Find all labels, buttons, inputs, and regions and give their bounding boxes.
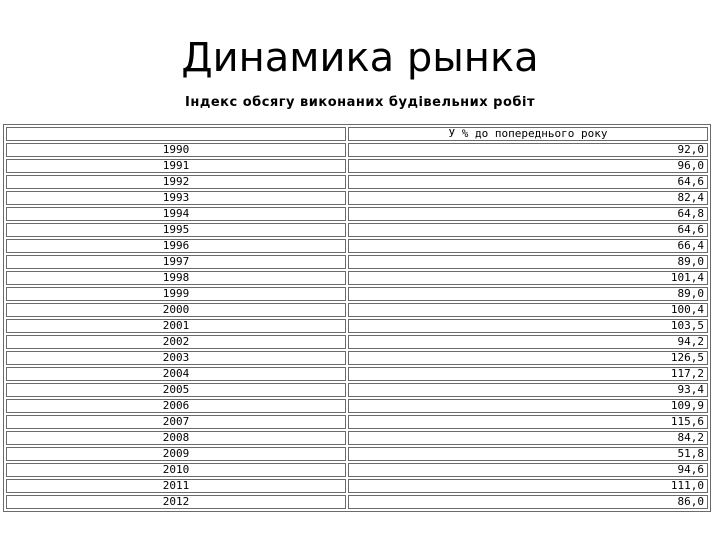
year-cell: 2009 — [6, 447, 346, 461]
construction-index-table — [3, 124, 711, 512]
year-cell: 1999 — [6, 287, 346, 301]
value-cell: 84,2 — [348, 431, 708, 445]
table-row — [6, 431, 708, 445]
year-cell: 2010 — [6, 463, 346, 477]
year-cell: 1992 — [6, 175, 346, 189]
value-cell: 117,2 — [348, 367, 708, 381]
table-row — [6, 463, 708, 477]
table-row — [6, 271, 708, 285]
value-cell: 64,8 — [348, 207, 708, 221]
year-cell: 2012 — [6, 495, 346, 509]
value-cell: 96,0 — [348, 159, 708, 173]
value-cell: 66,4 — [348, 239, 708, 253]
table-row — [6, 319, 708, 333]
year-cell: 2007 — [6, 415, 346, 429]
table-row — [6, 239, 708, 253]
value-cell: 89,0 — [348, 255, 708, 269]
value-cell: 51,8 — [348, 447, 708, 461]
year-cell: 1998 — [6, 271, 346, 285]
year-cell: 2002 — [6, 335, 346, 349]
table-row — [6, 287, 708, 301]
table-row — [6, 447, 708, 461]
table-row — [6, 383, 708, 397]
table-header-row — [6, 127, 708, 141]
table-row — [6, 351, 708, 365]
year-column-header — [6, 127, 346, 141]
table-row — [6, 335, 708, 349]
value-cell: 111,0 — [348, 479, 708, 493]
year-cell: 1993 — [6, 191, 346, 205]
value-cell: 103,5 — [348, 319, 708, 333]
value-cell: 64,6 — [348, 175, 708, 189]
table-body — [6, 143, 708, 509]
table-row — [6, 255, 708, 269]
table-row — [6, 175, 708, 189]
value-column-header: У % до попереднього року — [348, 127, 708, 141]
year-cell: 2004 — [6, 367, 346, 381]
value-cell: 109,9 — [348, 399, 708, 413]
table-row — [6, 399, 708, 413]
table-row — [6, 223, 708, 237]
table-row — [6, 415, 708, 429]
value-cell: 94,6 — [348, 463, 708, 477]
value-cell: 86,0 — [348, 495, 708, 509]
table-row — [6, 143, 708, 157]
value-cell: 115,6 — [348, 415, 708, 429]
year-cell: 1995 — [6, 223, 346, 237]
year-cell: 2005 — [6, 383, 346, 397]
table-row — [6, 207, 708, 221]
year-cell: 2011 — [6, 479, 346, 493]
table-row — [6, 479, 708, 493]
table-row — [6, 159, 708, 173]
year-cell: 1996 — [6, 239, 346, 253]
table-row — [6, 303, 708, 317]
year-cell: 1991 — [6, 159, 346, 173]
slide-title: Динамика рынка — [181, 35, 539, 81]
year-cell: 1994 — [6, 207, 346, 221]
table-row — [6, 191, 708, 205]
value-cell: 93,4 — [348, 383, 708, 397]
year-cell: 2006 — [6, 399, 346, 413]
value-cell: 92,0 — [348, 143, 708, 157]
value-cell: 100,4 — [348, 303, 708, 317]
year-cell: 2003 — [6, 351, 346, 365]
table-row — [6, 495, 708, 509]
value-cell: 89,0 — [348, 287, 708, 301]
year-cell: 2000 — [6, 303, 346, 317]
value-cell: 101,4 — [348, 271, 708, 285]
value-cell: 64,6 — [348, 223, 708, 237]
table-row — [6, 367, 708, 381]
year-cell: 2001 — [6, 319, 346, 333]
value-cell: 82,4 — [348, 191, 708, 205]
year-cell: 1990 — [6, 143, 346, 157]
year-cell: 2008 — [6, 431, 346, 445]
value-cell: 94,2 — [348, 335, 708, 349]
year-cell: 1997 — [6, 255, 346, 269]
table-caption: Індекс обсягу виконаних будівельних робіт — [185, 95, 535, 110]
value-cell: 126,5 — [348, 351, 708, 365]
